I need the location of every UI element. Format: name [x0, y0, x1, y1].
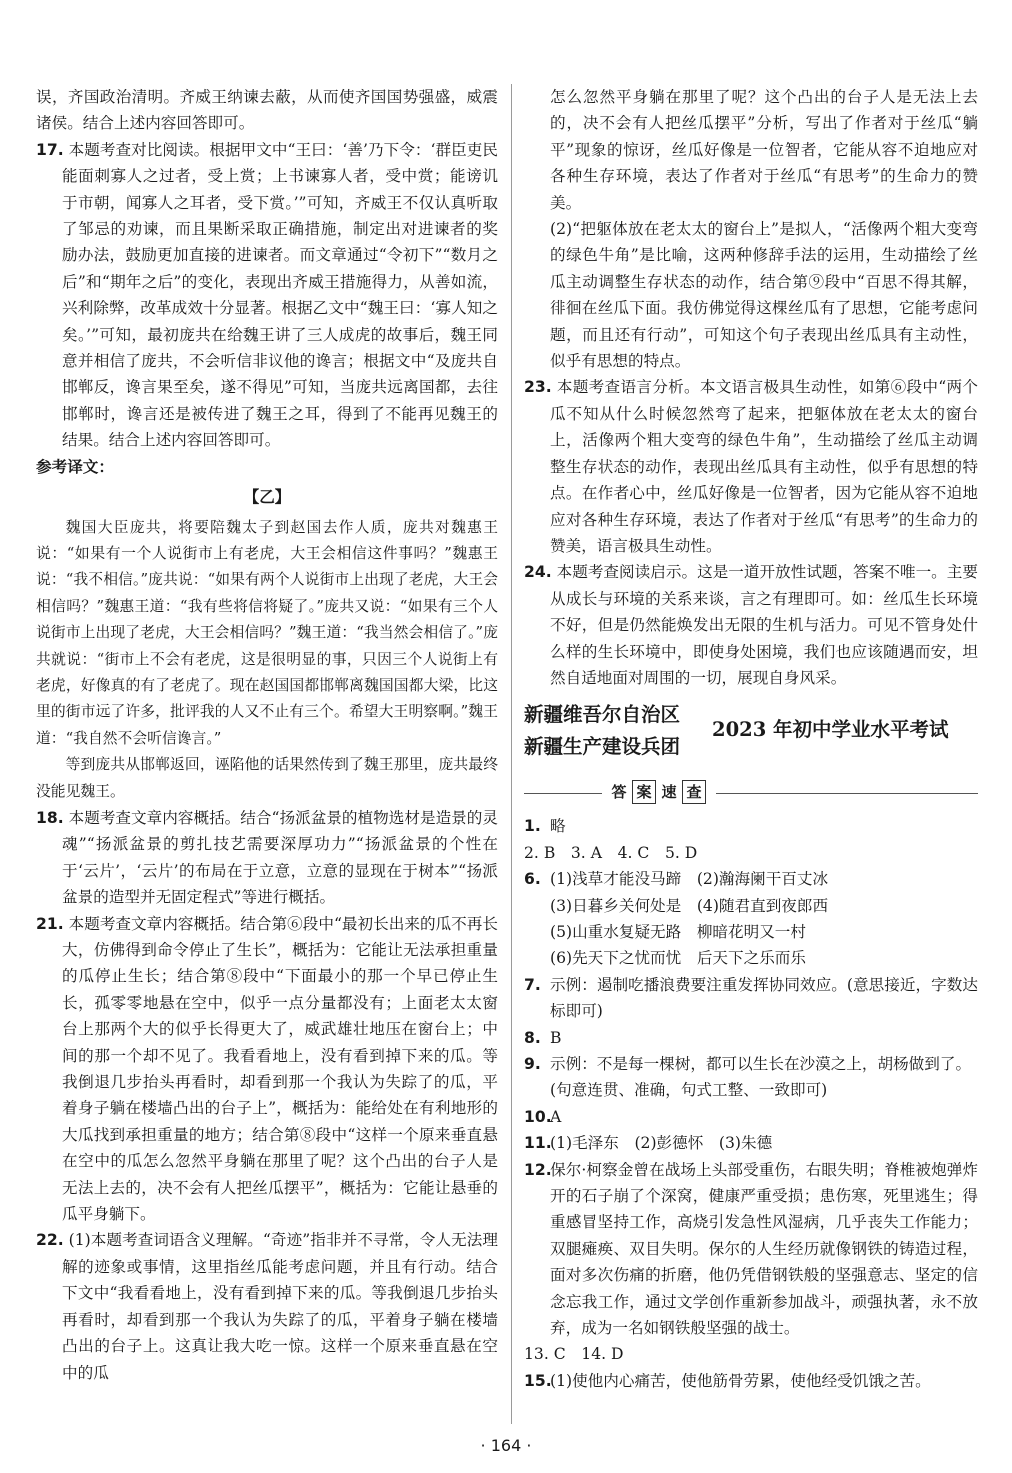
banner-char-boxed: 查: [682, 780, 706, 804]
exam-region: [524, 699, 680, 763]
answer-text: 2. B 3. A 4. C 5. D: [524, 843, 698, 862]
answer-text: (1)使他内心痛苦，使他筋骨劳累，使他经受饥饿之苦。: [550, 1371, 931, 1390]
answer-7: [524, 972, 978, 1025]
answer-text: (1)本题考查词语含义理解。“奇迹”指非并不寻常，令人无法理解的迹象或事情，这里指丝瓜能考虑问题，并且有行动。结合下文中“我看看地上，没有看到掉下来的瓜。等我倒退几步抬头再看时，却看到那一个我认为失踪了的瓜，平着身子躺在楼墙凸出的台子上。这真让我大吃一惊。这样一个原来垂直悬在空中的瓜: [62, 1231, 498, 1382]
answer-text: 本题考查文章内容概括。结合“扬派盆景的植物选材是造景的灵魂”“扬派盆景的剪扎技艺需要深厚功力”“扬派盆景的个性在于‘云片’，‘云片’的布局在于立意，立意的显现在于树本”“扬派盆景的造型并无固定程式”等进行概括。: [62, 808, 498, 907]
answer-text: B: [550, 1028, 562, 1047]
question-number: 17.: [36, 140, 64, 159]
answer-text: 本题考查阅读启示。这是一道开放性试题，答案不唯一。主要从成长与环境的关系来谈，言之有理即可。如：丝瓜生长环境不好，但是仍然能焕发出无限的生机与活力。可见不管身处什么样的生长环境中，即使身处困境，我们也应该随遇而安，坦然自适地面对周围的一切，展现自身风采。: [550, 563, 978, 687]
right-column: [524, 84, 978, 1394]
banner-rule: [524, 793, 602, 794]
region-line-2: 新疆生产建设兵团: [524, 735, 681, 759]
question-number: 24.: [524, 563, 552, 582]
answer-text: (1)毛泽东 (2)彭德怀 (3)朱德: [550, 1134, 773, 1153]
exam-title: 2023 年初中学业水平考试: [712, 718, 949, 742]
answer-9: [524, 1051, 978, 1077]
answer-text: A: [550, 1107, 562, 1126]
question-18: [36, 805, 498, 911]
answer-1: [524, 813, 978, 839]
answer-number: 15.: [524, 1371, 552, 1390]
answer-text: 13. C 14. D: [524, 1345, 624, 1364]
question-17: [36, 137, 498, 454]
answer-quick-check-banner: [524, 775, 978, 809]
region-line-1: 新疆维吾尔自治区: [524, 703, 681, 727]
question-23: [524, 374, 978, 559]
question-number: 18.: [36, 808, 64, 827]
answers-13-14: [524, 1341, 978, 1367]
exam-header: [524, 699, 978, 769]
column-divider: [511, 84, 512, 1424]
answer-6: [524, 866, 978, 892]
question-24: [524, 559, 978, 691]
answer-6-line: (6)先天下之忧而忧 后天下之乐而乐: [550, 949, 806, 968]
section-yi-title: 【乙】: [243, 487, 291, 507]
answer-text: 本题考查文章内容概括。结合第⑥段中“最初长出来的瓜不再长大，仿佛得到命令停止了生长”，概括为：它能让无法承担重量的瓜停止生长；结合第⑧段中“下面最小的那一个早已停止生长，孤零零地悬在空中，似乎一点分量都没有；上面老太太窗台上那两个大的似乎长得更大了，威武雄壮地压在窗台上；中间的那一个却不见了。我看看地上，没有看到掉下来的瓜。等我倒退几步抬头再看时，却看到那一个我认为失踪了的瓜，平着身子躺在楼墙凸出的台子上”，概括为：能给处在有利地形的大瓜找到承担重量的地方；结合第⑧段中“这样一个原来垂直悬在空中的瓜怎么忽然平身躺在那里了呢？这个凸出的台子人是无法上去的，决不会有人把丝瓜摆平”，概括为：它能让悬垂的瓜平身躺下。: [62, 914, 498, 1224]
answer-number: 12.: [524, 1160, 552, 1179]
answer-15: [524, 1368, 978, 1394]
banner-char: 答: [611, 783, 627, 802]
left-column: [36, 84, 498, 1386]
question-number: 23.: [524, 378, 552, 397]
answer-number: 1.: [524, 817, 541, 836]
answer-12: [524, 1157, 978, 1342]
question-22: [36, 1227, 498, 1385]
answer-text: 示例：遏制吃播浪费要注重发挥协同效应。(意思接近，字数达标即可): [550, 975, 978, 1021]
answer-number: 10.: [524, 1107, 552, 1126]
question-21: [36, 911, 498, 1228]
answer-number: 9.: [524, 1055, 541, 1073]
answer-number: 6.: [524, 870, 541, 889]
translation-paragraph: 等到庞共从邯郸返回，诬陷他的话果然传到了魏王那里，庞共最终没能见魏王。: [36, 756, 498, 800]
answer-text: 保尔·柯察金曾在战场上头部受重伤，右眼失明；脊椎被炮弹炸开的石子崩了个深窝，健康严重受损；患伤寒，死里逃生；得重感冒坚持工作，高烧引发急性风湿病，几乎丧失工作能力；双腿瘫痪、双目失明。保尔的人生经历就像钢铁的铸造过程，面对多次伤痛的折磨，他仍凭借钢铁般的坚强意志、坚定的信念忘我工作，通过文学创作重新参加战斗，顽强执著，永不放弃，成为一名如钢铁般坚强的战士。: [550, 1160, 978, 1338]
banner-rule: [716, 793, 978, 794]
answer-6-line: (5)山重水复疑无路 柳暗花明又一村: [550, 922, 806, 941]
answer-text: 本题考查对比阅读。根据甲文中“王曰：‘善’乃下令：‘群臣吏民能面刺寡人之过者，受上赏；上书谏寡人者，受中赏；能谤讥于市朝，闻寡人之耳者，受下赏。’”可知，齐威王不仅认真听取了邹忌的劝谏，而且果断采取正确措施，制定出对进谏者的奖励办法，鼓励更加直接的进谏者。而文章通过“令初下”“数月之后”和“期年之后”的变化，表现出齐威王措施得力，从善如流，兴利除弊，改革成效十分显著。根据乙文中“魏王曰：‘寡人知之矣。’”可知，最初庞共在给魏王讲了三人成虎的故事后，魏王同意并相信了庞共，不会听信非议他的谗言；根据文中“及庞共自邯郸反，谗言果至矣，遂不得见”可知，当庞共远离国都，去往邯郸时，谗言还是被传进了魏王之耳，得到了不能再见魏王的结果。结合上述内容回答即可。: [62, 140, 498, 450]
banner-title: [608, 779, 708, 805]
answer-text: 略: [550, 817, 566, 836]
question-number: 21.: [36, 914, 64, 933]
answer-6-line: (3)日暮乡关何处是 (4)随君直到夜郎西: [550, 896, 829, 915]
answer-number: 8.: [524, 1028, 541, 1047]
answer-number: 7.: [524, 975, 541, 994]
answer-9-note: (句意连贯、准确，句式工整、一致即可): [550, 1081, 828, 1100]
banner-char: 速: [661, 783, 677, 802]
banner-char-boxed: 案: [632, 780, 656, 804]
answer-8: [524, 1025, 978, 1051]
page-number: · 164 ·: [480, 1436, 532, 1455]
question-22-continuation: 怎么忽然平身躺在那里了呢？这个凸出的台子人是无法上去的，决不会有人把丝瓜摆平”分析，写出了作者对于丝瓜“躺平”现象的惊讶，丝瓜好像是一位智者，它能从容不迫地应对各种生存环境，表达了作者对于丝瓜“有思考”的生命力的赞美。: [550, 88, 978, 212]
answer-text: 本题考查语言分析。本文语言极具生动性，如第⑥段中“两个瓜不知从什么时候忽然弯了起来，把躯体放在老太太的窗台上，活像两个粗大变弯的绿色牛角”，生动描绘了丝瓜主动调整生存状态的动作，表现出丝瓜具有主动性，似乎有思想的特点。在作者心中，丝瓜好像是一位智者，因为它能从容不迫地应对各种生存环境，表达了作者对于丝瓜“有思考”的生命力的赞美，语言极具生动性。: [550, 378, 978, 555]
question-number: 22.: [36, 1231, 64, 1250]
answer-number: 11.: [524, 1134, 552, 1153]
intro-paragraph: 误，齐国政治清明。齐威王纳谏去蔽，从而使齐国国势强盛，威震诸侯。结合上述内容回答即可。: [36, 88, 498, 133]
answers-2-5: [524, 840, 978, 866]
answer-text: 示例：不是每一棵树，都可以生长在沙漠之上，胡杨做到了。: [550, 1055, 972, 1073]
translation-paragraph: 魏国大臣庞共，将要陪魏太子到赵国去作人质，庞共对魏惠王说：“如果有一个人说街市上有老虎，大王会相信这件事吗？”魏惠王说：“我不相信。”庞共说：“如果有两个人说街市上出现了老虎，大王会相信吗？”魏惠王道：“我有些将信将疑了。”庞共又说：“如果有三个人说街市上出现了老虎，大王会相信吗？”魏王道：“我当然会相信了。”庞共就说：“街市上不会有老虎，这是很明显的事，只因三个人说街上有老虎，好像真的有了老虎了。现在赵国国都邯郸离魏国国都大梁，比这里的街市远了许多，批评我的人又不止有三个。希望大王明察啊。”魏王道：“我自然不会听信谗言。”: [36, 518, 498, 747]
question-22-part-2: (2)“把躯体放在老太太的窗台上”是拟人，“活像两个粗大变弯的绿色牛角”是比喻，这两种修辞手法的运用，生动描绘了丝瓜主动调整生存状态的动作，结合第⑨段中“百思不得其解，徘徊在丝瓜下面。我仿佛觉得这棵丝瓜有了思想，它能考虑问题，而且还有行动”，可知这个句子表现出丝瓜具有主动性，似乎有思想的特点。: [550, 220, 978, 371]
answer-text: (1)浅草才能没马蹄 (2)瀚海阑干百丈冰: [550, 870, 829, 889]
answer-10: [524, 1104, 978, 1130]
answer-11: [524, 1130, 978, 1156]
reference-translation-label: 参考译文：: [36, 457, 114, 476]
